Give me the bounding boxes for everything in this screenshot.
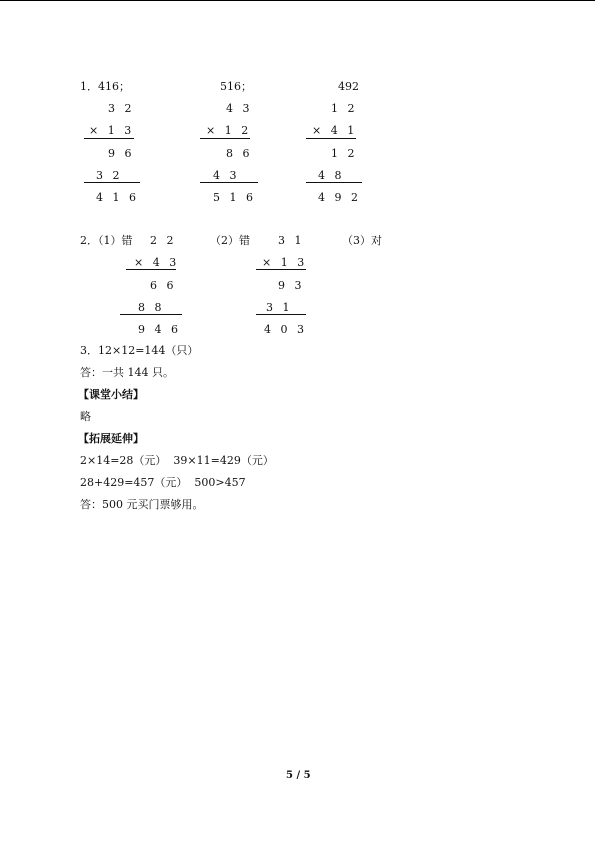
summary-text: 略 [80,410,91,423]
q1b-multiplicand: 4 3 [226,102,253,115]
q1b-partial-1: 8 6 [226,147,253,160]
q1-answer-2: 516； [220,80,252,93]
q2b-multiplicand: 3 1 [278,234,305,247]
q1b-rule [200,138,250,139]
q2b-partial-1: 9 3 [278,279,305,292]
q2a-rule-2 [120,314,182,315]
q1a-multiplicand: 3 2 [108,102,135,115]
top-border [0,0,595,1]
q1c-partial-1: 1 2 [331,147,358,160]
q2-label-1: 2．（1）错 [80,234,133,247]
q2b-multiplier: × 1 3 [262,256,308,269]
q1-label: 1．416； [80,80,130,93]
extension-heading: 【拓展延伸】 [78,432,144,445]
q2a-multiplicand: 2 2 [150,234,177,247]
q1a-partial-1: 9 6 [108,147,135,160]
q2a-rule [126,269,176,270]
q2a-product: 9 4 6 [138,323,181,336]
q1b-rule-2 [200,182,258,183]
q1a-partial-2: 3 2 [96,169,123,182]
q2b-rule [256,269,306,270]
q1a-multiplier: × 1 3 [89,124,135,137]
q2b-product: 4 0 3 [264,323,307,336]
q1a-rule-2 [84,182,140,183]
q2a-partial-1: 6 6 [150,279,177,292]
q2b-rule-2 [256,314,306,315]
q2a-partial-2: 8 8 [138,301,165,314]
q1b-product: 5 1 6 [213,191,256,204]
extension-line-2: 28+429=457（元） 500>457 [80,476,246,489]
q1c-rule [306,138,356,139]
q1c-partial-2: 4 8 [318,169,345,182]
q1b-multiplier: × 1 2 [206,124,252,137]
q2a-multiplier: × 4 3 [134,256,180,269]
q1a-rule [84,138,134,139]
extension-line-1: 2×14=28（元） 39×11=429（元） [80,454,274,467]
q3-answer: 答：一共 144 只。 [80,366,174,379]
extension-answer: 答：500 元买门票够用。 [80,498,204,511]
q1-answer-3: 492 [338,80,359,93]
summary-heading: 【课堂小结】 [78,388,144,401]
q2b-partial-2: 3 1 [266,301,293,314]
q2-label-2: （2）错 [210,234,250,247]
q1a-product: 4 1 6 [96,191,139,204]
page-number: 5 / 5 [286,770,311,781]
q1c-multiplier: × 4 1 [312,124,358,137]
q1b-partial-2: 4 3 [213,169,240,182]
q1c-product: 4 9 2 [318,191,361,204]
q1c-rule-2 [306,182,362,183]
q2-label-3: （3）对 [342,234,382,247]
q1c-multiplicand: 1 2 [331,102,358,115]
q3-equation: 3．12×12=144（只） [80,344,199,357]
